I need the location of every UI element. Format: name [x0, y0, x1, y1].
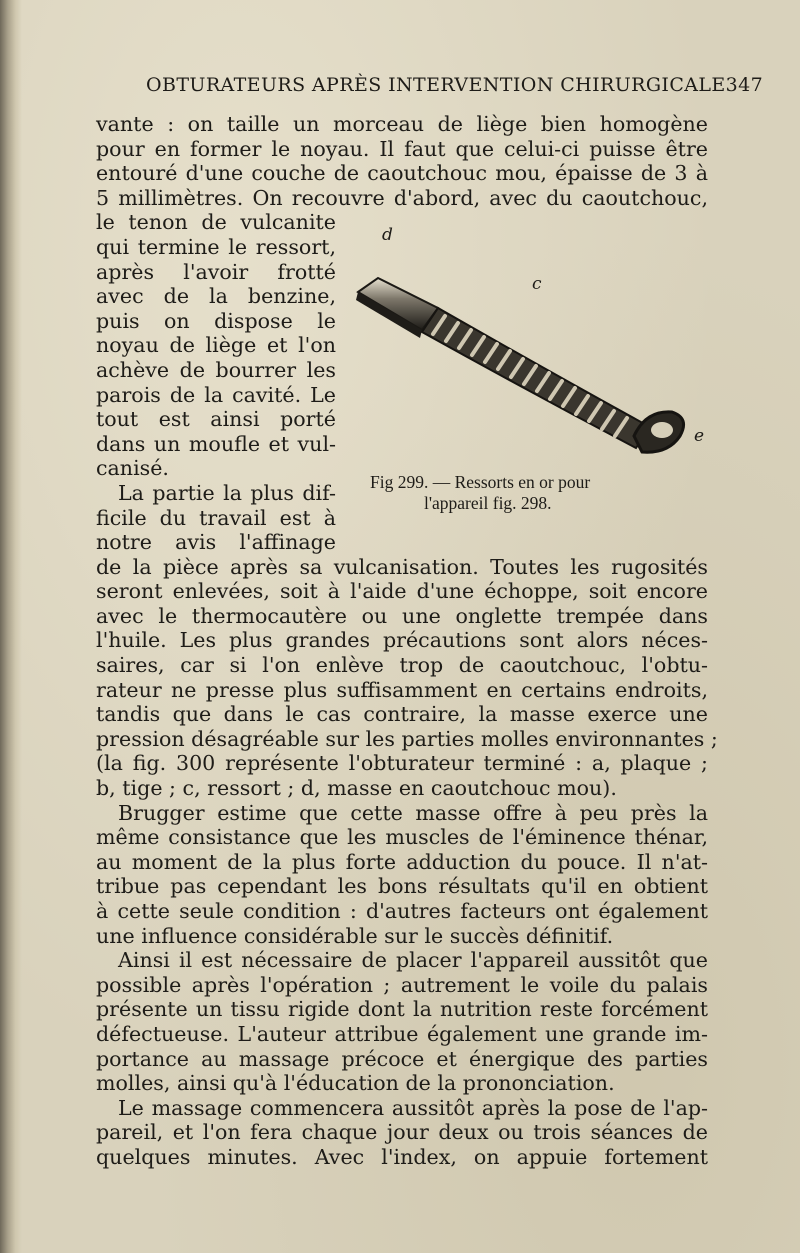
text-line: noyau de liège et l'on [96, 333, 336, 358]
text-line: rateur ne presse plus suffisamment en certains endroits, [96, 677, 708, 702]
text-line: canisé. [96, 456, 169, 481]
text-line: saires, car si l'on enlève trop de caoutchouc, l'obtu- [96, 653, 708, 678]
text-line: présente un tissu rigide dont la nutrition reste forcément [96, 997, 708, 1022]
text-line: tribue pas cependant les bons résultats qu'il en obtient [96, 874, 708, 899]
header-title: OBTURATEURS APRÈS INTERVENTION CHIRURGICALE [146, 74, 726, 96]
text-line: une influence considérable sur le succès définitif. [96, 923, 614, 948]
text-line: seront enlevées, soit à l'aide d'une échoppe, soit encore [96, 579, 708, 604]
text-line: pour en former le noyau. Il faut que celui-ci puisse être [96, 136, 708, 161]
text-line: après l'avoir frotté [96, 259, 336, 284]
text-line: La partie la plus dif- [118, 480, 336, 505]
text-line: parois de la cavité. Le [96, 382, 336, 407]
text-line: avec le thermocautère ou une onglette trempée dans [96, 603, 708, 628]
text-line: qui termine le ressort, [96, 234, 336, 259]
text-line: (la fig. 300 représente l'obturateur terminé : a, plaque ; [96, 751, 708, 776]
text-line: notre avis l'affinage [96, 530, 336, 555]
text-line: Brugger estime que cette masse offre à peu près la [118, 800, 708, 825]
text-line: portance au massage précoce et énergique des parties [96, 1046, 708, 1071]
text-line: achève de bourrer les [96, 357, 336, 382]
text-line: entouré d'une couche de caoutchouc mou, épaisse de 3 à [96, 161, 708, 186]
text-line: même consistance que les muscles de l'éminence thénar, [96, 825, 708, 850]
figure-label-e: e [694, 426, 705, 446]
text-line: b, tige ; c, ressort ; d, masse en caoutchouc mou). [96, 776, 617, 801]
text-line: tout est ainsi porté [96, 407, 336, 432]
text-line: 5 millimètres. On recouvre d'abord, avec du caoutchouc, [96, 185, 708, 210]
caption-line: Fig 299. — Ressorts en or pour [370, 472, 591, 492]
body-text [96, 112, 718, 1170]
figure-label-d: d [382, 225, 393, 245]
text-line: vante : on taille un morceau de liège bien homogène [96, 112, 708, 136]
text-line: pareil, et l'on fera chaque jour deux ou trois séances de [96, 1120, 708, 1145]
text-line: puis on dispose le [96, 308, 336, 333]
text-line: molles, ainsi qu'à l'éducation de la prononciation. [96, 1071, 615, 1096]
text-line: dans un moufle et vul- [96, 431, 336, 456]
text-line: pression désagréable sur les parties molles environnantes ; [96, 726, 718, 751]
text-line: défectueuse. L'auteur attribue également une grande im- [96, 1021, 708, 1046]
text-line: avec de la benzine, [96, 284, 336, 309]
text-line: l'huile. Les plus grandes précautions sont alors néces- [96, 628, 708, 653]
figure-label-c: c [532, 274, 542, 294]
text-line: de la pièce après sa vulcanisation. Toutes les rugosités [96, 554, 708, 579]
text-line: au moment de la plus forte adduction du pouce. Il n'at- [96, 849, 708, 874]
text-line: possible après l'opération ; autrement le voile du palais [96, 972, 708, 997]
text-line: à cette seule condition : d'autres facteurs ont également [96, 899, 708, 923]
text-line: ficile du travail est à [96, 505, 336, 530]
running-header [146, 74, 764, 104]
text-line: quelques minutes. Avec l'index, on appuie fortement [96, 1144, 708, 1169]
text-line: tandis que dans le cas contraire, la masse exerce une [96, 702, 708, 727]
page-number: 347 [725, 74, 764, 96]
book-spine-shadow [0, 0, 22, 1253]
text-line: Ainsi il est nécessaire de placer l'appareil aussitôt que [118, 948, 708, 973]
caption-line: l'appareil fig. 298. [424, 493, 552, 513]
text-line: le tenon de vulcanite [96, 210, 336, 235]
text-line: Le massage commencera aussitôt après la pose de l'ap- [118, 1095, 708, 1120]
